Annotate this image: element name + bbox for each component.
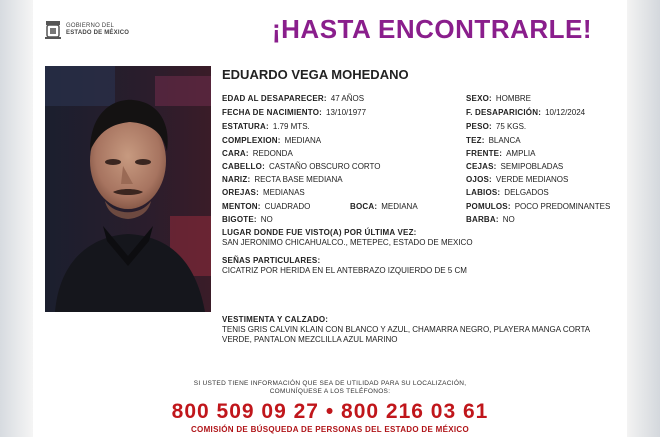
clothing-label: VESTIMENTA Y CALZADO:	[222, 315, 329, 324]
info-line-1: SI USTED TIENE INFORMACIÓN QUE SEA DE UTILIDAD PARA SU LOCALIZACIÓN,	[193, 380, 467, 387]
detail-cabello: CABELLO: CASTAÑO OBSCURO CORTO	[222, 162, 381, 171]
detail-complexion: COMPLEXION: MEDIANA	[222, 136, 322, 145]
detail-pomulos: POMULOS: POCO PREDOMINANTES	[466, 202, 611, 211]
detail-cejas: CEJAS: SEMIPOBLADAS	[466, 162, 564, 171]
detail-orejas: OREJAS: MEDIANAS	[222, 188, 305, 197]
detail-peso: PESO: 75 KGS.	[466, 122, 527, 131]
last-seen-block	[222, 228, 622, 248]
detail-fecha-nacimiento: FECHA DE NACIMIENTO: 13/10/1977	[222, 108, 367, 117]
detail-fecha-desaparicion: F. DESAPARICIÓN: 10/12/2024	[466, 108, 586, 117]
logo-line-1: GOBIERNO DEL	[66, 23, 115, 29]
detail-sexo: SEXO: HOMBRE	[466, 94, 532, 103]
last-seen-label: LUGAR DONDE FUE VISTO(A) POR ÚLTIMA VEZ:	[222, 228, 417, 237]
detail-menton: MENTON: CUADRADO	[222, 202, 311, 211]
detail-boca: BOCA: MEDIANA	[350, 202, 418, 211]
marks-value: CICATRIZ POR HERIDA EN EL ANTEBRAZO IZQUIERDO DE 5 CM	[222, 266, 467, 275]
phone-1[interactable]: 800 509 09 27	[171, 400, 319, 423]
detail-edad: EDAD AL DESAPARECER: 47 AÑOS	[222, 94, 365, 103]
clothing-line-1: TENIS GRIS CALVIN KLAIN CON BLANCO Y AZUL, CHAMARRA NEGRO, PLAYERA MANGA CORTA	[222, 325, 591, 334]
detail-ojos: OJOS: VERDE MEDIANOS	[466, 175, 569, 184]
person-photo	[45, 66, 211, 312]
detail-estatura: ESTATURA: 1.79 MTS.	[222, 122, 310, 131]
person-name: EDUARDO VEGA MOHEDANO	[222, 67, 409, 82]
government-logo	[44, 20, 129, 40]
phone-separator: •	[325, 400, 335, 423]
detail-tez: TEZ: BLANCA	[466, 136, 521, 145]
detail-cara: CARA: REDONDA	[222, 149, 293, 158]
clothing-block	[222, 315, 622, 345]
detail-labios: LABIOS: DELGADOS	[466, 188, 549, 197]
clothing-line-2: VERDE, PANTALON MEZCLILLA AZUL MARINO	[222, 335, 398, 344]
logo-line-2: ESTADO DE MÉXICO	[66, 30, 130, 36]
phone-2[interactable]: 800 216 03 61	[341, 400, 489, 423]
info-line-2: COMUNÍQUESE A LOS TELÉFONOS:	[269, 388, 391, 395]
detail-bigote: BIGOTE: NO	[222, 215, 273, 224]
phone-numbers	[0, 400, 660, 424]
detail-barba: BARBA: NO	[466, 215, 515, 224]
detail-frente: FRENTE: AMPLIA	[466, 149, 536, 158]
detail-nariz: NARIZ: RECTA BASE MEDIANA	[222, 175, 343, 184]
headline: ¡HASTA ENCONTRARLE!	[272, 14, 593, 44]
marks-block	[222, 256, 622, 276]
last-seen-value: SAN JERONIMO CHICAHUALCO., METEPEC, ESTADO DE MEXICO	[222, 238, 473, 247]
state-seal-icon	[44, 20, 62, 40]
commission-name: COMISIÓN DE BÚSQUEDA DE PERSONAS DEL ESTADO DE MÉXICO	[190, 425, 469, 434]
marks-label: SEÑAS PARTICULARES:	[222, 256, 321, 265]
